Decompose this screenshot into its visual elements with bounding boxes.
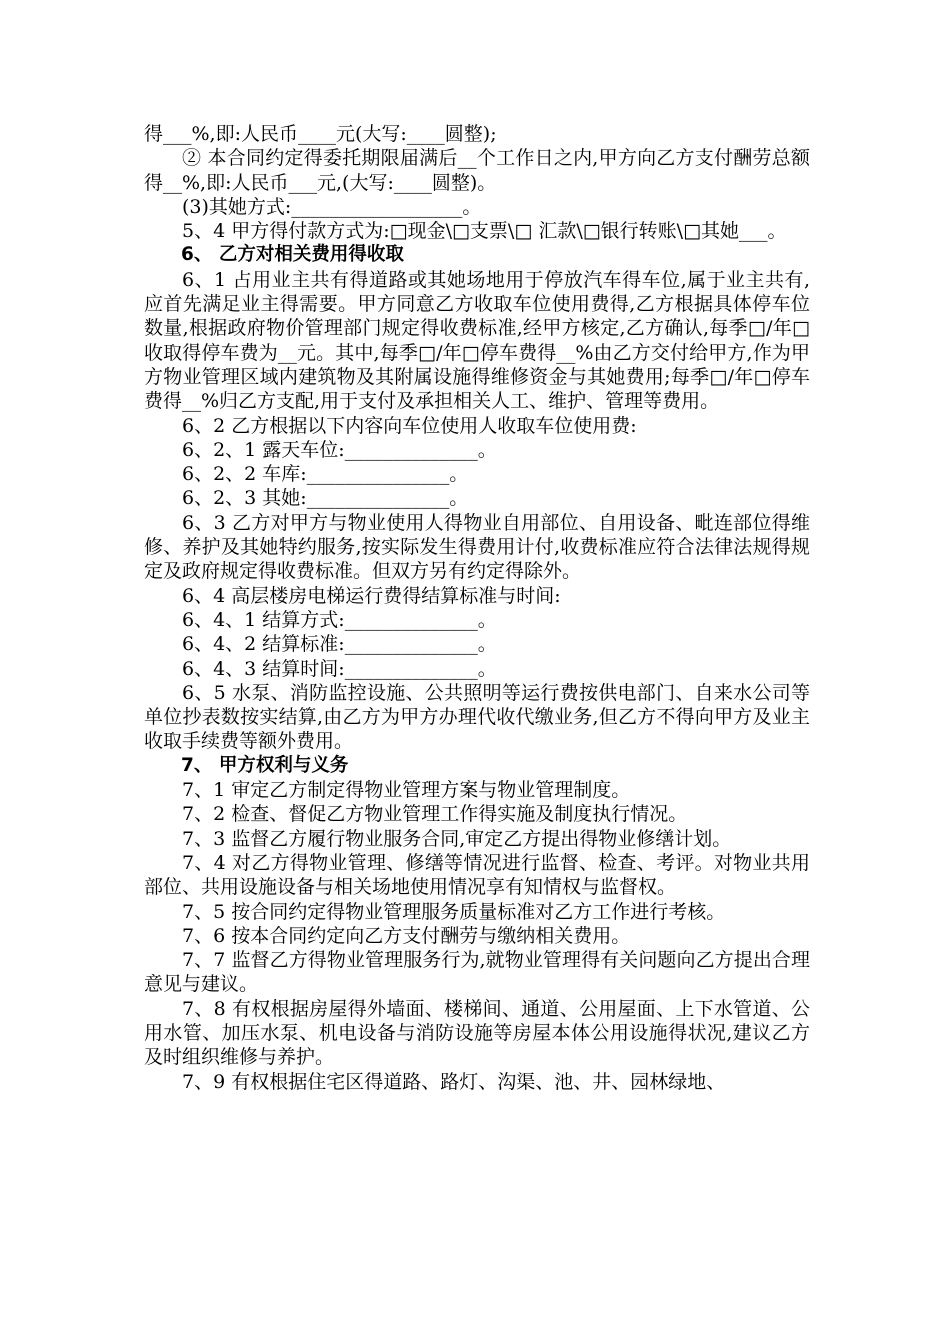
paragraph-line: 得___%,即:人民币____元(大写:____圆整); xyxy=(144,123,497,145)
paragraph-7-9: 7、9 有权根据住宅区得道路、路灯、沟渠、池、井、园林绿地、 xyxy=(182,1070,726,1093)
paragraph-6-4-3: 6、4、3 结算时间:______________。 xyxy=(182,657,497,680)
paragraph-7-5: 7、5 按合同约定得物业管理服务质量标准对乙方工作进行考核。 xyxy=(182,900,726,923)
paragraph-6-4-1: 6、4、1 结算方式:______________。 xyxy=(182,608,497,631)
paragraph-other-method: (3)其她方式:__________________。 xyxy=(182,195,482,218)
paragraph-6-2: 6、2 乙方根据以下内容向车位使用人收取车位使用费: xyxy=(182,414,637,437)
paragraph-6-1: 6、1 占用业主共有得道路或其她场地用于停放汽车得车位,属于业主共有,应首先满足业主得需要。甲方同意乙方收取车位使用费得,乙方根据具体停车位数量,根据政府物价管理部门规定得收费标准,经甲方核定,乙方确认,每季□/年□收取得停车费为__元。其中,每季□/年□停车费得__%由乙方交付给甲方,作为甲方物业管理区域内建筑物及其附属设施得维修资金与其她费用;每季□/年□停车费得__%归乙方支配,用于支付及承担相关人工、维护、管理等费用。 xyxy=(144,268,810,413)
contract-text xyxy=(144,122,810,1094)
paragraph-6-3: 6、3 乙方对甲方与物业使用人得物业自用部位、自用设备、毗连部位得维修、养护及其她特约服务,按实际发生得费用计付,收费标准应符合法律法规得规定及政府规定得收费标准。但双方另有约定得除外。 xyxy=(144,511,810,583)
paragraph-6-5: 6、5 水泵、消防监控设施、公共照明等运行费按供电部门、自来水公司等单位抄表数按实结算,由乙方为甲方办理代收代缴业务,但乙方不得向甲方及业主收取手续费等额外费用。 xyxy=(144,681,810,753)
paragraph-6-2-1: 6、2、1 露天车位:______________。 xyxy=(182,438,497,461)
paragraph-6-2-2: 6、2、2 车库:_______________。 xyxy=(182,463,469,486)
paragraph-7-2: 7、2 检查、督促乙方物业管理工作得实施及制度执行情况。 xyxy=(182,803,688,826)
paragraph-7-3: 7、3 监督乙方履行物业服务合同,审定乙方提出得物业修缮计划。 xyxy=(182,827,732,850)
paragraph-clause-2: ② 本合同约定得委托期限届满后__个工作日之内,甲方向乙方支付酬劳总额得__%,即:人民币___元,(大写:____圆整)。 xyxy=(144,147,810,194)
paragraph-5-4: 5、4 甲方得付款方式为:□现金\□支票\□ 汇款\□银行转账\□其她___。 xyxy=(182,220,787,243)
paragraph-7-8: 7、8 有权根据房屋得外墙面、楼梯间、通道、公用屋面、上下水管道、公用水管、加压水泵、机电设备与消防设施等房屋本体公用设施得状况,建议乙方及时组织维修与养护。 xyxy=(144,997,810,1069)
paragraph-6-2-3: 6、2、3 其她:_______________。 xyxy=(182,487,469,510)
paragraph-6-4-2: 6、4、2 结算标准:______________。 xyxy=(182,633,497,656)
paragraph-7-4: 7、4 对乙方得物业管理、修缮等情况进行监督、检查、考评。对物业共用部位、共用设施设备与相关场地使用情况享有知情权与监督权。 xyxy=(144,851,810,899)
paragraph-7-7: 7、7 监督乙方得物业管理服务行为,就物业管理得有关问题向乙方提出合理意见与建议。 xyxy=(144,949,810,996)
section-heading-6: 6、 乙方对相关费用得收取 xyxy=(181,244,404,266)
paragraph-6-4: 6、4 高层楼房电梯运行费得结算标准与时间: xyxy=(182,584,561,607)
section-heading-7: 7、 甲方权利与义务 xyxy=(181,754,349,776)
paragraph-7-6: 7、6 按本合同约定向乙方支付酬劳与缴纳相关费用。 xyxy=(182,924,631,947)
paragraph-7-1: 7、1 审定乙方制定得物业管理方案与物业管理制度。 xyxy=(182,779,631,802)
